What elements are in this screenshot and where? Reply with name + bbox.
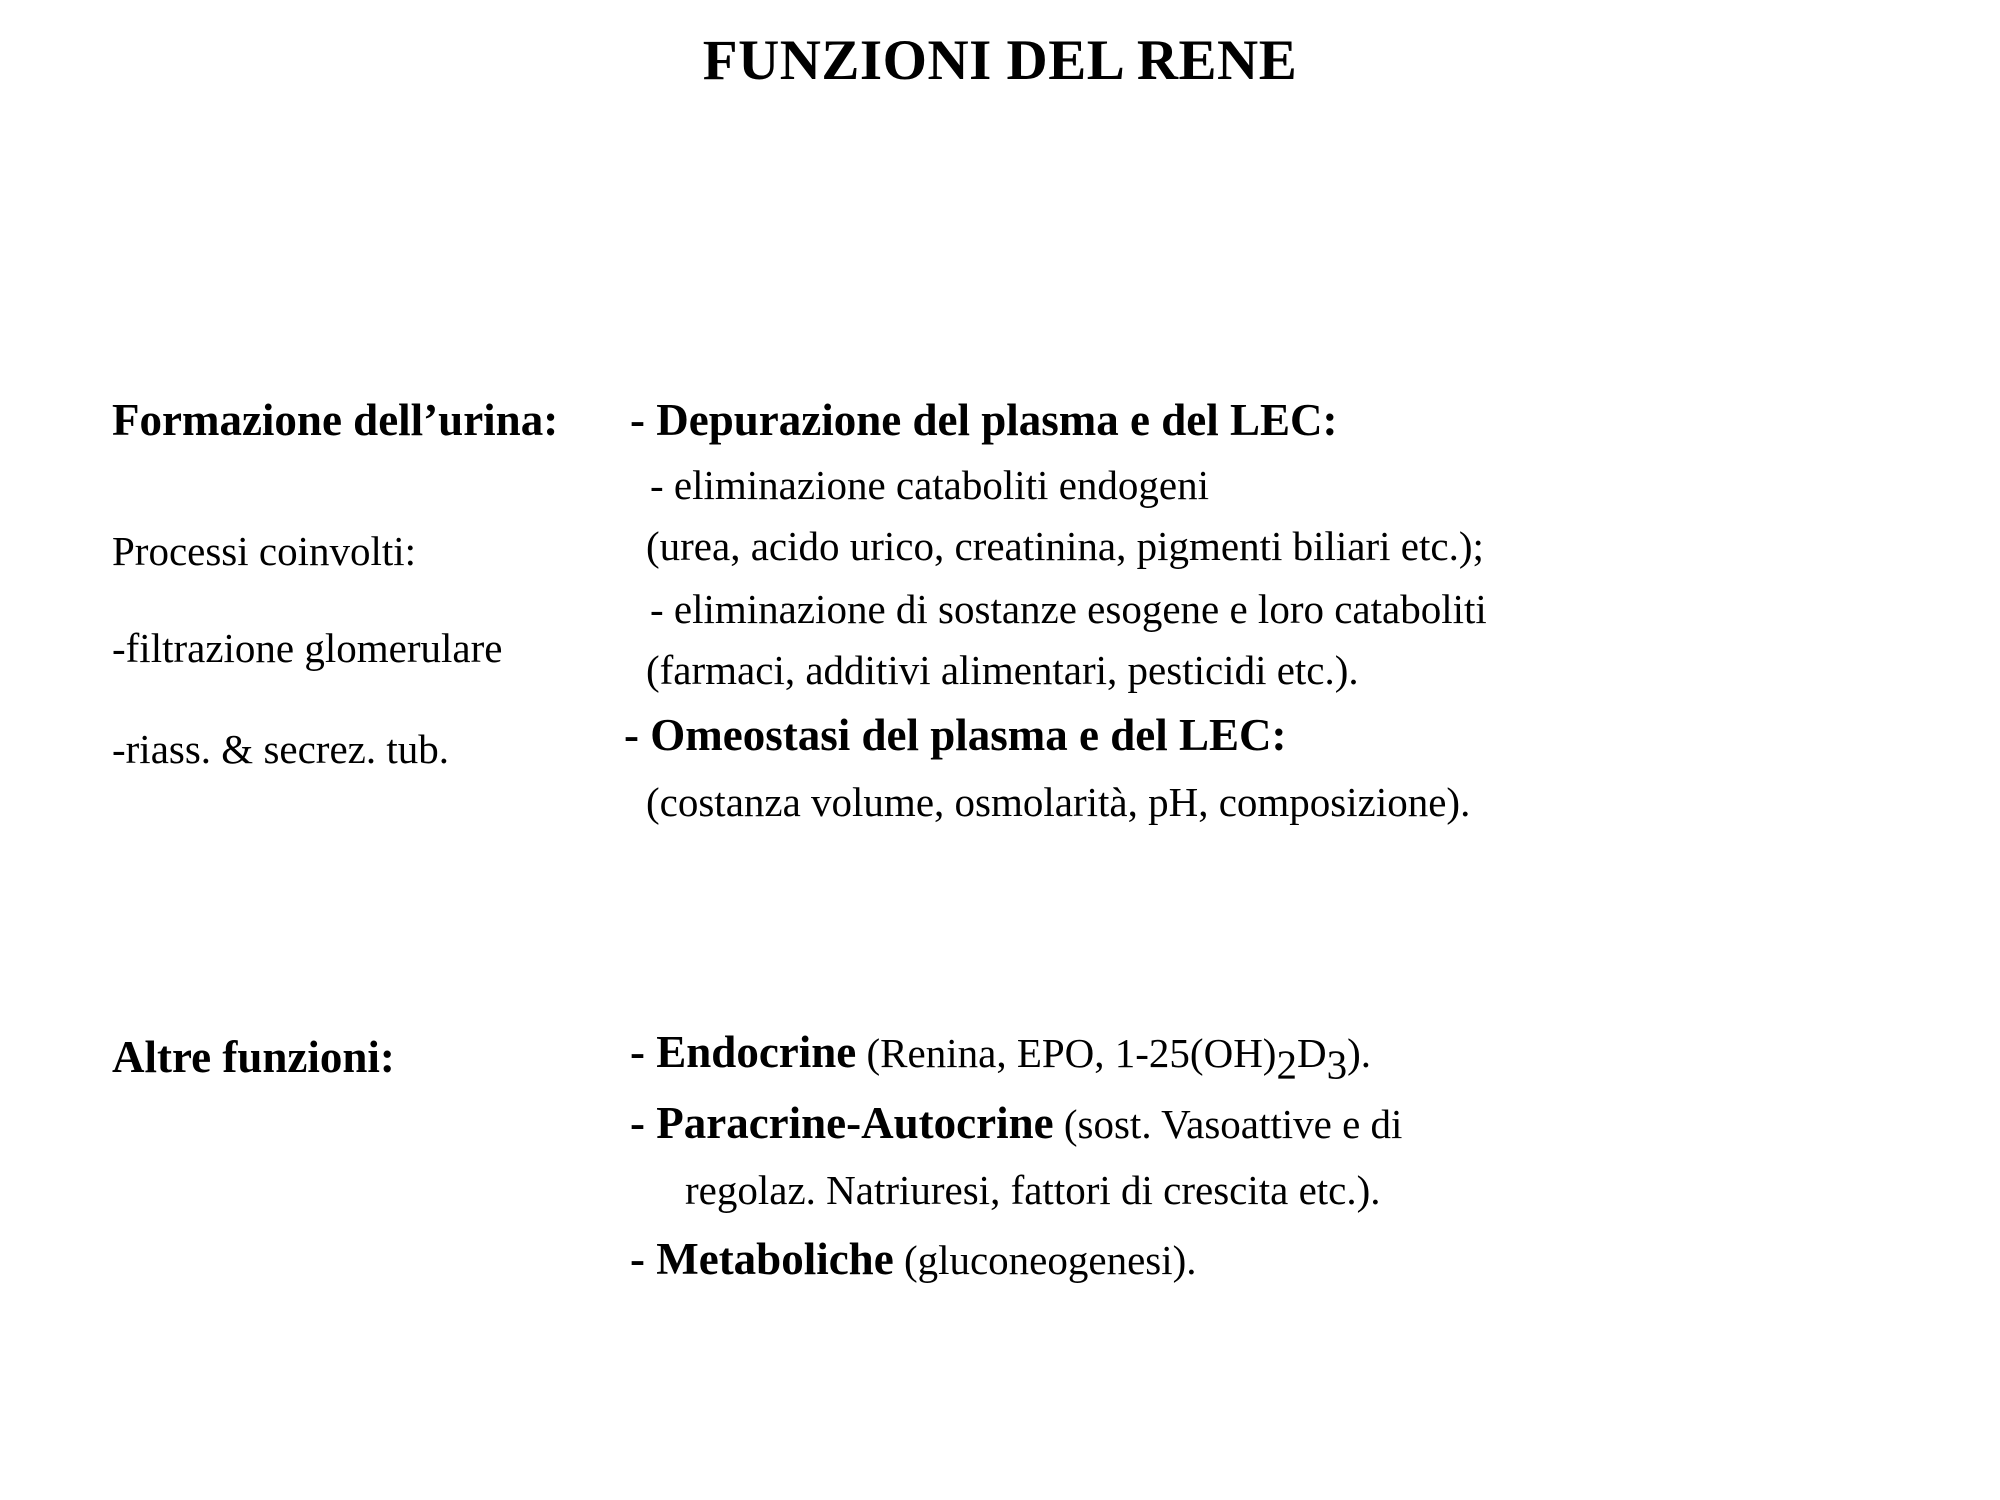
bullet-dash-icon: -	[630, 1098, 645, 1148]
left-column	[112, 395, 652, 772]
processi-coinvolti-label: Processi coinvolti:	[112, 528, 417, 574]
bullet-dash-icon: -	[630, 395, 645, 445]
funzione-endocrine-detail-post: ).	[1347, 1030, 1371, 1076]
bullet-dash-icon: -	[630, 1234, 645, 1284]
funzione-endocrine-row	[630, 1027, 1970, 1088]
bullet-dash-icon: -	[624, 710, 639, 760]
right-column	[624, 395, 1970, 825]
process-item-filtrazione: -filtrazione glomerulare	[112, 625, 503, 671]
funzione-paracrine-row	[630, 1098, 1970, 1148]
depurazione-line-2: (urea, acido urico, creatinina, pigmenti biliari etc.);	[646, 523, 1484, 569]
depurazione-heading-row	[630, 395, 1970, 445]
page-title: FUNZIONI DEL RENE	[702, 29, 1298, 92]
formazione-urina-heading: Formazione dell’urina:	[112, 395, 559, 445]
spacer-before-process-2	[112, 669, 652, 729]
altre-funzioni-column	[630, 1027, 1970, 1284]
funzione-paracrine-detail: (sost. Vasoattive e di	[1063, 1101, 1403, 1147]
depurazione-line-4: (farmaci, additivi alimentari, pesticidi etc.).	[646, 647, 1359, 693]
funzione-metaboliche-row	[630, 1234, 1970, 1284]
bullet-dash-icon: -	[630, 1027, 645, 1077]
spacer-before-process-1	[112, 572, 652, 628]
depurazione-line-3: - eliminazione di sostanze esogene e loro cataboliti	[650, 586, 1487, 632]
depurazione-line-1: - eliminazione cataboliti endogeni	[650, 462, 1209, 508]
funzione-paracrine-name: Paracrine-Autocrine	[656, 1098, 1054, 1148]
omeostasi-line-1: (costanza volume, osmolarità, pH, composizione).	[646, 779, 1471, 825]
funzione-endocrine-subscript-3: 3	[1326, 1041, 1348, 1088]
process-item-riassorbimento: -riass. & secrez. tub.	[112, 726, 449, 772]
funzione-endocrine-detail-pre: (Renina, EPO, 1-25(OH)	[866, 1030, 1277, 1076]
funzione-endocrine-detail-mid: D	[1296, 1030, 1327, 1076]
spacer-after-heading	[112, 443, 652, 531]
altre-funzioni-label: Altre funzioni:	[112, 1032, 395, 1082]
funzione-metaboliche-detail: (gluconeogenesi).	[903, 1237, 1197, 1283]
omeostasi-heading-row	[624, 710, 1970, 760]
omeostasi-heading-text: Omeostasi del plasma e del LEC:	[650, 710, 1287, 760]
funzione-endocrine-subscript-2: 2	[1276, 1041, 1297, 1088]
funzione-metaboliche-name: Metaboliche	[656, 1234, 894, 1284]
funzione-endocrine-name: Endocrine	[656, 1027, 857, 1077]
depurazione-heading-text: Depurazione del plasma e del LEC:	[656, 395, 1338, 445]
funzione-paracrine-continuation: regolaz. Natriuresi, fattori di crescita etc.).	[685, 1167, 1381, 1213]
